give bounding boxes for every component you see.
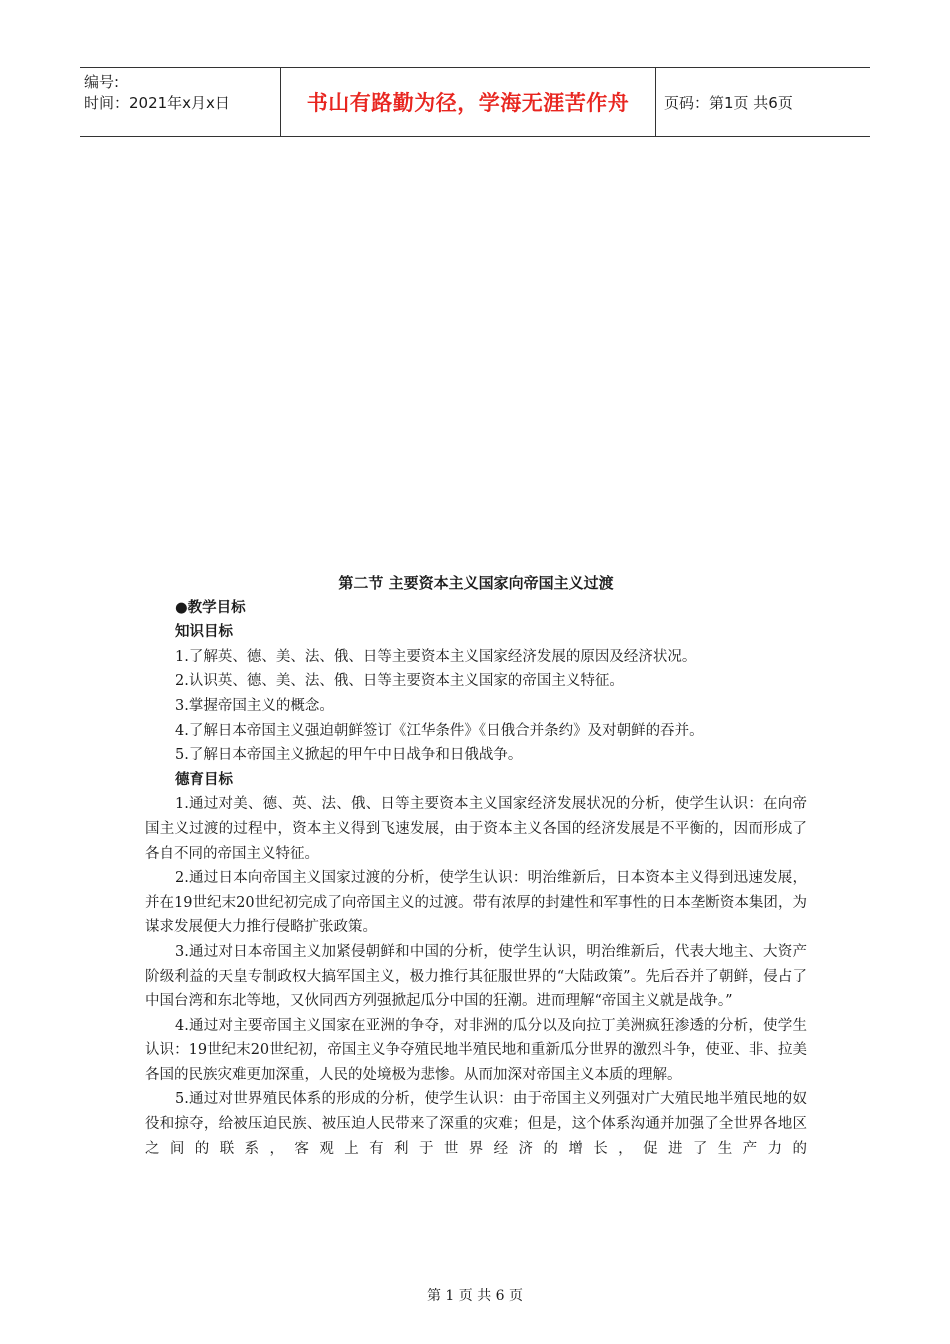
section-title: 第二节 主要资本主义国家向帝国主义过渡 bbox=[338, 574, 614, 592]
knowledge-item: 5.了解日本帝国主义掀起的甲午中日战争和日俄战争。 bbox=[175, 747, 523, 764]
moral-paragraph: 2.通过日本向帝国主义国家过渡的分析，使学生认识：明治维新后，日本资本主义得到迅速发展，并在19世纪末20世纪初完成了向帝国主义的过渡。带有浓厚的封建性和军事性的日本垄断资本集团，为谋求发展便大力推行侵略扩张政策。 bbox=[145, 870, 807, 936]
moral-paragraph: 1.通过对美、德、英、法、俄、日等主要资本主义国家经济发展状况的分析，使学生认识：在向帝国主义过渡的过程中，资本主义得到飞速发展，由于资本主义各国的经济发展是不平衡的，因而形成了各自不同的帝国主义特征。 bbox=[145, 796, 807, 862]
knowledge-item: 4.了解日本帝国主义强迫朝鲜签订《江华条件》《日俄合并条约》及对朝鲜的吞并。 bbox=[175, 722, 704, 739]
document-body bbox=[145, 571, 807, 1161]
knowledge-item: 1.了解英、德、美、法、俄、日等主要资本主义国家经济发展的原因及经济状况。 bbox=[175, 648, 697, 665]
moral-paragraph: 5.通过对世界殖民体系的形成的分析，使学生认识：由于帝国主义列强对广大殖民地半殖民地的奴役和掠夺，给被压迫民族、被压迫人民带来了深重的灾难；但是，这个体系沟通并加强了全世界各地区之间的联系，客观上有利于世界经济的增长，促进了生产力的 bbox=[145, 1091, 807, 1157]
moral-paragraph: 3.通过对日本帝国主义加紧侵朝鲜和中国的分析，使学生认识，明治维新后，代表大地主、大资产阶级利益的天皇专制政权大搞军国主义，极力推行其征服世界的“大陆政策”。先后吞并了朝鲜，侵占了中国台湾和东北等地，又伙同西方列强掀起瓜分中国的狂潮。进而理解“帝国主义就是战争。” bbox=[145, 943, 807, 1010]
header-page-info: 页码：第1页 共6页 bbox=[664, 93, 793, 112]
teaching-goals-heading: ●教学目标 bbox=[175, 599, 246, 616]
time-label: 时间：2021年x月x日 bbox=[84, 94, 230, 112]
moral-paragraph: 4.通过对主要帝国主义国家在亚洲的争夺，对非洲的瓜分以及向拉丁美洲疯狂渗透的分析，使学生认识：19世纪末20世纪初，帝国主义争夺殖民地半殖民地和重新瓜分世界的激烈斗争，使亚、非、拉美各国的民族灾难更加深重，人民的处境极为悲惨。从而加深对帝国主义本质的理解。 bbox=[145, 1017, 807, 1083]
document-header bbox=[80, 67, 870, 137]
number-label: 编号: bbox=[84, 73, 120, 91]
header-motto: 书山有路勤为径，学海无涯苦作舟 bbox=[306, 91, 630, 115]
moral-goals-heading: 德育目标 bbox=[175, 771, 233, 788]
knowledge-item: 2.认识英、德、美、法、俄、日等主要资本主义国家的帝国主义特征。 bbox=[175, 673, 624, 690]
page-footer: 第 1 页 共 6 页 bbox=[426, 1288, 524, 1304]
header-page-info-cell bbox=[656, 68, 870, 136]
knowledge-item: 3.掌握帝国主义的概念。 bbox=[175, 697, 334, 714]
header-motto-cell bbox=[281, 68, 656, 136]
header-meta bbox=[80, 68, 281, 136]
knowledge-goals-heading: 知识目标 bbox=[175, 624, 233, 641]
